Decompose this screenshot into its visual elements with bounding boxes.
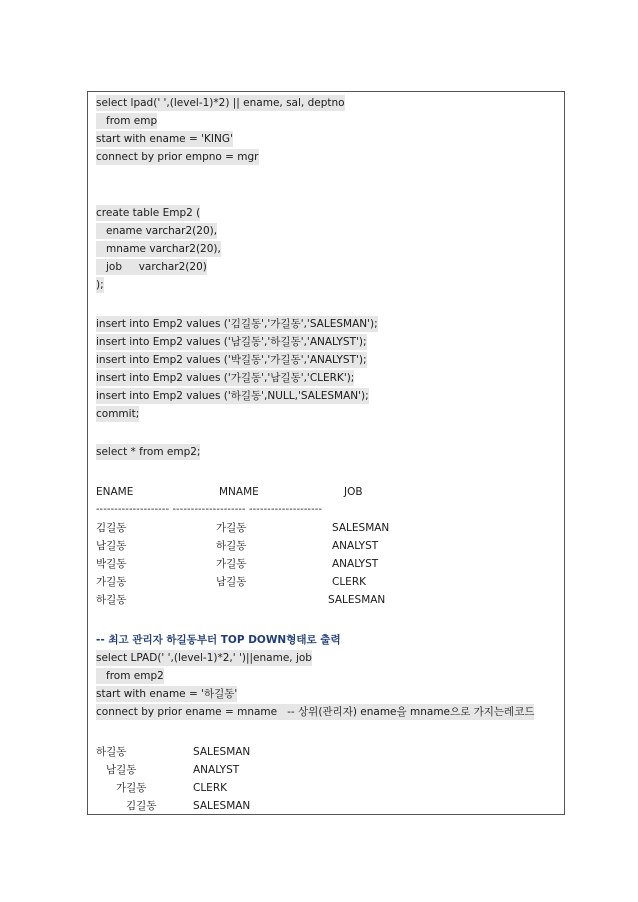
code-line: create table Emp2 ( xyxy=(96,207,201,219)
result-cell: 가길동 xyxy=(216,558,247,570)
code-line: ename varchar2(20), xyxy=(96,225,218,237)
result-cell: 하길동 xyxy=(96,594,127,606)
code-line: select lpad(' ',(level-1)*2) || ename, sal, deptno xyxy=(96,97,345,109)
result-header-job: JOB xyxy=(344,486,363,498)
code-line: connect by prior empno = mgr xyxy=(96,151,259,163)
code-line: insert into Emp2 values ('남길동','하길동','ANALYST'); xyxy=(96,336,367,348)
code-line: commit; xyxy=(96,408,140,420)
tree-job: SALESMAN xyxy=(193,746,251,758)
code-line: insert into Emp2 values ('하길동',NULL,'SALESMAN'); xyxy=(96,390,369,402)
result-cell: 김길동 xyxy=(96,522,127,534)
result-separator: -------------------- -------------------- -------------------- xyxy=(96,504,323,515)
result-cell: 박길동 xyxy=(96,558,127,570)
tree-ename: 김길동 xyxy=(96,800,157,812)
tree-ename: 남길동 xyxy=(96,764,137,776)
result-cell: ANALYST xyxy=(332,558,379,570)
result-header-ename: ENAME xyxy=(96,486,134,498)
code-line: from emp2 xyxy=(96,670,164,682)
code-line: connect by prior ename = mname -- 상위(관리자) ename을 mname으로 가지는레코드 xyxy=(96,706,535,718)
result-cell: 가길동 xyxy=(216,522,247,534)
code-line: insert into Emp2 values ('가길동','남길동','CLERK'); xyxy=(96,372,355,384)
tree-job: CLERK xyxy=(193,782,227,794)
code-line: insert into Emp2 values ('박길동','가길동','ANALYST'); xyxy=(96,354,367,366)
tree-job: SALESMAN xyxy=(193,800,251,812)
result-cell: CLERK xyxy=(332,576,366,588)
code-line: select * from emp2; xyxy=(96,446,201,458)
result-cell: ANALYST xyxy=(332,540,379,552)
code-line: select LPAD(' ',(level-1)*2,' ')||ename, job xyxy=(96,652,312,664)
code-line: insert into Emp2 values ('김길동','가길동','SALESMAN'); xyxy=(96,318,378,330)
code-line: mname varchar2(20), xyxy=(96,243,221,255)
result-cell: 가길동 xyxy=(96,576,127,588)
result-cell: 남길동 xyxy=(96,540,127,552)
result-header-mname: MNAME xyxy=(219,486,259,498)
result-cell: 하길동 xyxy=(216,540,247,552)
code-line: from emp xyxy=(96,115,158,127)
tree-ename: 가길동 xyxy=(96,782,147,794)
result-cell: SALESMAN xyxy=(332,522,390,534)
tree-job: ANALYST xyxy=(193,764,240,776)
tree-ename: 하길동 xyxy=(96,746,127,758)
code-line: ); xyxy=(96,279,104,291)
code-line: start with ename = 'KING' xyxy=(96,133,233,145)
code-line: job varchar2(20) xyxy=(96,261,207,273)
code-line: start with ename = '하길동' xyxy=(96,688,238,700)
section-comment: -- 최고 관리자 하길동부터 TOP DOWN형태로 출력 xyxy=(96,634,341,646)
result-cell: SALESMAN xyxy=(328,594,386,606)
document-frame xyxy=(87,91,565,815)
result-cell: 남길동 xyxy=(216,576,247,588)
